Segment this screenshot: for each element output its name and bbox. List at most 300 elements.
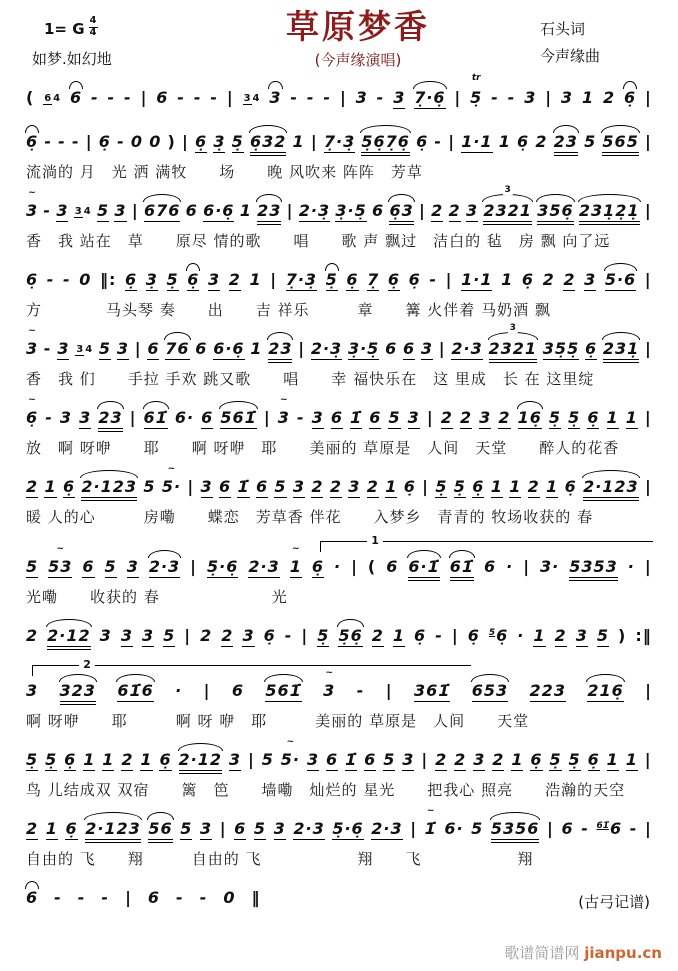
note: 5̣	[453, 477, 466, 496]
note: 6̣	[98, 132, 111, 151]
barline: |	[645, 132, 652, 151]
barline: |	[310, 132, 318, 151]
note: 3	[116, 339, 129, 358]
note: 2	[329, 477, 342, 496]
note: 231̣	[603, 340, 639, 363]
note: 3	[120, 626, 133, 645]
note: 6·6̣	[203, 201, 235, 220]
note: 1	[511, 750, 524, 769]
note: 1	[546, 477, 559, 496]
composer-credit: 今声缘曲	[540, 47, 601, 65]
system-3	[26, 185, 652, 251]
note: 6̣	[403, 477, 416, 496]
note: 6̣32	[250, 133, 286, 156]
lyrics-line: 光嘞 收获的 春 光	[26, 588, 288, 606]
system-2	[26, 120, 652, 182]
note: 5	[98, 339, 112, 358]
note: 1	[606, 408, 619, 427]
note: 6̣	[159, 750, 172, 769]
key-signature	[26, 8, 176, 40]
note: -	[71, 132, 80, 151]
barline: |	[85, 132, 93, 151]
note: 6·	[174, 408, 195, 427]
barline: |	[445, 270, 453, 289]
note: 3 2321	[483, 202, 532, 225]
lyrics-line: 鸟 儿结成双 双宿 篱 笆 墙嘞 灿烂的 星光 把我心 照亮 浩瀚的天空	[26, 781, 626, 799]
note: 1	[490, 477, 503, 496]
note: 2·12	[47, 627, 90, 650]
note: ~ 53	[48, 544, 73, 576]
note: 2	[431, 201, 444, 220]
time-signature: 3 4	[243, 93, 260, 104]
note: 6	[219, 477, 232, 496]
note: 5	[471, 819, 484, 838]
time-signature: 3 4	[74, 206, 91, 217]
note: 2	[527, 477, 540, 496]
note: 2·3̣	[310, 339, 343, 358]
note: 3	[141, 626, 155, 645]
note: 2	[563, 270, 576, 289]
note: 7̣·3̣	[323, 132, 356, 151]
note: 5	[26, 557, 39, 576]
note: 1	[533, 626, 546, 645]
note: 6̣	[26, 270, 39, 289]
note: -	[77, 888, 86, 907]
note: -	[43, 201, 52, 220]
note: 3	[311, 408, 324, 427]
barline: |	[644, 270, 652, 289]
note: -	[101, 888, 110, 907]
note: 3̣·5̣	[347, 339, 380, 358]
barline: |	[448, 132, 456, 151]
note: 5	[96, 201, 110, 220]
paren-open: (	[26, 88, 35, 107]
repeat-barline: ‖	[251, 888, 261, 907]
note: 3	[59, 408, 73, 427]
note: 6̣	[587, 750, 600, 769]
note: 2	[371, 626, 384, 645]
note: 5̣	[325, 270, 338, 289]
notation-systems	[26, 73, 652, 913]
barline: |	[426, 408, 434, 427]
notation-line	[26, 889, 652, 913]
note: 5	[596, 626, 609, 645]
note: 3	[560, 88, 574, 107]
note: 1	[581, 88, 595, 107]
note: 6	[561, 819, 574, 838]
note: 5	[584, 132, 597, 151]
note: 5̣	[45, 750, 58, 769]
note: 1̇	[350, 408, 363, 427]
note: -	[117, 132, 125, 151]
lyrics-line: 方 马头琴 奏 出 吉 祥乐 章 篝 火伴着 马奶酒 飘	[26, 301, 551, 319]
note: 3	[584, 270, 597, 289]
note: 561̇	[265, 681, 302, 700]
notation-line	[26, 806, 652, 844]
note: 6·1̇	[408, 558, 439, 581]
barline: |	[301, 626, 309, 645]
mordent-mark: ~	[28, 326, 36, 336]
note: 1	[45, 819, 58, 838]
note: 6	[156, 88, 169, 107]
mordent-mark: ~	[280, 395, 288, 405]
note: -	[107, 88, 116, 107]
notation-line	[26, 658, 652, 706]
barline: |	[645, 681, 652, 700]
note: 6	[483, 557, 497, 576]
note: 0	[130, 132, 144, 151]
note: 6̣	[530, 750, 543, 769]
note: 5̣	[231, 132, 244, 151]
note: 2·3	[371, 819, 403, 838]
lyricist-credit: 石头词	[540, 20, 586, 38]
paren-close: )	[167, 132, 176, 151]
note: 16̣	[517, 408, 542, 427]
note: -	[54, 888, 62, 907]
barline: |	[523, 557, 531, 576]
note: 23	[257, 202, 281, 225]
barline: |	[644, 819, 652, 838]
system-1	[26, 73, 652, 113]
barline: |	[182, 132, 189, 151]
note: 5̣	[568, 408, 581, 427]
note: 6	[195, 339, 208, 358]
system-8	[26, 534, 652, 607]
note: -	[44, 132, 52, 151]
note: 2	[535, 132, 548, 151]
note: ~ 3	[323, 668, 336, 700]
lyrics-line: 放 啊 呀咿 耶 啊 呀咿 耶 美丽的 草原是 人间 天堂 醉人的花香	[26, 439, 620, 457]
note: 6̣	[623, 88, 637, 107]
barline: |	[438, 339, 446, 358]
note: 6̣	[65, 819, 78, 838]
note: 6̣	[64, 750, 77, 769]
note: 2	[459, 408, 473, 427]
repeat-barline: :‖	[635, 626, 652, 645]
note: 5	[261, 750, 274, 769]
note: 3	[242, 626, 255, 645]
note: 3	[292, 477, 306, 496]
barline: |	[410, 819, 418, 838]
note: 5̣	[568, 750, 581, 769]
note: 3	[208, 270, 221, 289]
volta-label: 1	[367, 535, 383, 546]
system-12	[26, 807, 652, 869]
header-left	[26, 8, 176, 69]
note: ~ 3	[277, 395, 290, 427]
note: 1	[392, 626, 406, 645]
note: 5353	[569, 558, 618, 581]
note: 2·3	[148, 557, 181, 576]
note: 76	[165, 339, 190, 358]
barline: |	[644, 750, 652, 769]
note: 653	[471, 681, 509, 700]
notation-line	[26, 185, 652, 226]
note: 3	[200, 477, 213, 496]
note: 5̣6̣	[338, 626, 363, 645]
note: 1	[606, 750, 619, 769]
note: 3	[57, 339, 70, 358]
note: 6̣	[195, 132, 208, 151]
note: 2	[448, 201, 461, 220]
system-10	[26, 658, 652, 731]
barline: |	[219, 819, 227, 838]
site-url: jianpu.cn	[584, 944, 662, 962]
note: 3	[228, 750, 242, 769]
trill-mark: tr	[471, 73, 481, 83]
barline: |	[247, 750, 255, 769]
barline: |	[547, 819, 554, 838]
note: 6̣	[263, 626, 276, 645]
note: 2	[26, 626, 39, 645]
note: 223	[529, 681, 566, 700]
barline: |	[286, 201, 294, 220]
note: 5̣	[26, 750, 39, 769]
key-text: 1= G	[44, 20, 85, 38]
note: 23	[98, 409, 122, 432]
note: 2	[492, 750, 505, 769]
triplet-mark: 3	[504, 185, 511, 195]
note: ~ 1̇	[424, 806, 437, 838]
barline: |	[421, 750, 429, 769]
paren-close: )	[618, 626, 627, 645]
note: -	[46, 270, 55, 289]
note: 3	[269, 88, 282, 107]
note: 361̇	[413, 681, 451, 700]
grace-notes: 5	[488, 627, 496, 638]
note: 6̣	[408, 270, 421, 289]
note: 1	[625, 750, 638, 769]
barline: |	[451, 626, 459, 645]
note: 2·3̣	[298, 201, 331, 220]
note: 0	[149, 132, 162, 151]
note: 6̣3	[389, 202, 413, 225]
note: -	[356, 681, 365, 700]
barline: |	[419, 201, 426, 220]
note: 3	[99, 626, 112, 645]
note: 2·3	[451, 339, 483, 358]
note: -	[210, 88, 218, 107]
notation-line	[26, 464, 652, 502]
note: -	[429, 270, 438, 289]
lyrics-line: 暖 人的心 房嘞 蝶恋 芳草香 伴花 入梦乡 青青的 牧场收获的 春	[26, 508, 594, 526]
note: 6̣	[416, 132, 429, 151]
system-5	[26, 323, 652, 389]
note: -	[306, 88, 315, 107]
note: 6̣	[467, 626, 480, 645]
note: 3	[393, 88, 406, 107]
note: 3	[575, 626, 588, 645]
barline: |	[263, 408, 271, 427]
note: 6	[185, 201, 198, 220]
note: -	[43, 339, 52, 358]
notation-line	[26, 323, 652, 364]
meter-fraction	[89, 16, 98, 38]
credits	[540, 8, 652, 70]
note: 23	[268, 340, 292, 363]
note: 3	[348, 477, 361, 496]
lyrics-line: 香 我 站在 草 原尽 情的歌 唱 歌 声 飘过 洁白的 毡 房 飘 向了远	[26, 232, 611, 250]
note: 2	[602, 88, 616, 107]
note: 6	[386, 557, 399, 576]
barline: |	[644, 201, 652, 220]
note: 2	[221, 626, 234, 645]
system-13	[26, 876, 652, 913]
note: ·	[506, 557, 514, 576]
note: 6̣	[62, 477, 76, 496]
note: -	[284, 626, 293, 645]
note: ·	[175, 681, 183, 700]
note: 2	[200, 626, 213, 645]
note: 6	[147, 339, 160, 358]
note: 5	[143, 477, 156, 496]
mordent-mark: ~	[426, 806, 435, 816]
lyrics-line: 自由的 飞 翔 自由的 飞 翔 飞 翔	[26, 850, 534, 868]
mordent-mark: ~	[286, 737, 295, 747]
repeat-barline: ‖:	[100, 270, 117, 289]
note: -	[435, 626, 443, 645]
note: 2·12	[179, 751, 222, 774]
note: -	[581, 819, 589, 838]
note: 6	[385, 339, 398, 358]
system-7	[26, 465, 652, 527]
note: -	[376, 88, 385, 107]
note: 5	[274, 477, 287, 496]
note: ~ 5·	[280, 737, 301, 769]
note: -	[45, 408, 53, 427]
barline: |	[184, 626, 192, 645]
note: -	[507, 88, 516, 107]
volta-label: 2	[79, 659, 95, 670]
note: 6̣	[26, 132, 39, 151]
note: 5	[104, 557, 117, 576]
note: 2·123	[583, 478, 639, 501]
note: ~ 3	[26, 188, 39, 220]
note: 5̣	[548, 408, 562, 427]
notation-line	[26, 534, 652, 582]
note: 3	[306, 750, 320, 769]
note: 6̣	[517, 132, 530, 151]
note: 2	[228, 270, 241, 289]
notation-line	[26, 737, 652, 775]
barline: |	[187, 477, 195, 496]
barline: |	[190, 557, 198, 576]
note: 2	[435, 750, 448, 769]
barline: |	[545, 88, 553, 107]
mordent-mark: ~	[28, 395, 36, 405]
note: 1	[140, 750, 153, 769]
note: 6	[234, 819, 247, 838]
note: 2	[121, 750, 134, 769]
barline: |	[645, 477, 652, 496]
note: 6̣	[125, 270, 138, 289]
note: 6̣	[311, 557, 324, 576]
mordent-mark: ~	[167, 464, 176, 474]
note: ~ 3	[26, 326, 39, 358]
note: 3̣·5̣	[335, 201, 367, 220]
note: 6	[82, 557, 95, 576]
note: 6̣	[346, 270, 359, 289]
notation-line	[26, 395, 652, 433]
note: 6̣	[587, 408, 600, 427]
barline: |	[385, 681, 393, 700]
note: -	[193, 88, 202, 107]
note: 323	[60, 682, 96, 705]
time-signature: 6 4	[44, 93, 61, 104]
note: 3	[479, 408, 492, 427]
note: 1	[249, 270, 262, 289]
note: 0	[79, 270, 92, 289]
note: 2	[440, 408, 453, 427]
note: 2·123	[81, 478, 137, 501]
tempo-marking: 如梦.如幻地	[32, 50, 112, 68]
note: 5·6	[604, 270, 637, 289]
note: 6	[147, 888, 161, 907]
barline: |	[644, 88, 652, 107]
system-6	[26, 396, 652, 458]
note: 3	[126, 557, 139, 576]
note: -	[63, 270, 71, 289]
note: -	[296, 408, 305, 427]
paren-open: (	[367, 557, 377, 576]
note: 61̇	[450, 558, 474, 581]
note: 1	[625, 408, 638, 427]
notation-line	[26, 271, 652, 295]
note: 1̇	[345, 750, 358, 769]
note: 3̣	[213, 132, 226, 151]
note: 2	[26, 819, 39, 838]
note: 5̣	[549, 750, 562, 769]
note: 216̣	[587, 681, 624, 700]
note: -	[491, 88, 499, 107]
note: -	[58, 132, 66, 151]
note: -	[124, 88, 132, 107]
note: 676	[143, 201, 181, 220]
note: 3	[56, 201, 69, 220]
mordent-mark: ~	[325, 668, 333, 678]
note: 3	[524, 88, 537, 107]
note: 6̣	[414, 626, 427, 645]
note: ·	[333, 557, 342, 576]
note: 5̣	[166, 270, 179, 289]
note: 2	[26, 477, 39, 496]
note: 5̣·6̣	[207, 557, 239, 576]
notation-line	[26, 627, 652, 651]
barline: |	[129, 408, 137, 427]
note: 3	[465, 201, 479, 220]
note: 3 2321	[489, 340, 538, 363]
note: 1	[292, 132, 305, 151]
barline: |	[351, 557, 358, 576]
note: -	[91, 88, 99, 107]
note: ~ 1	[289, 544, 302, 576]
note: 6	[26, 888, 39, 907]
note: 0	[223, 888, 236, 907]
note: 3̣	[145, 270, 158, 289]
note: 1	[239, 201, 252, 220]
barline: |	[339, 88, 347, 107]
note: 1	[501, 270, 514, 289]
note: 6	[372, 201, 385, 220]
note: -	[323, 88, 332, 107]
note: tr 5̣	[470, 73, 483, 107]
note: 3	[420, 339, 434, 358]
header	[26, 8, 652, 70]
barline: |	[270, 270, 278, 289]
volta-bracket	[32, 658, 471, 676]
mordent-mark: ~	[56, 544, 65, 554]
barline: |	[644, 557, 652, 576]
